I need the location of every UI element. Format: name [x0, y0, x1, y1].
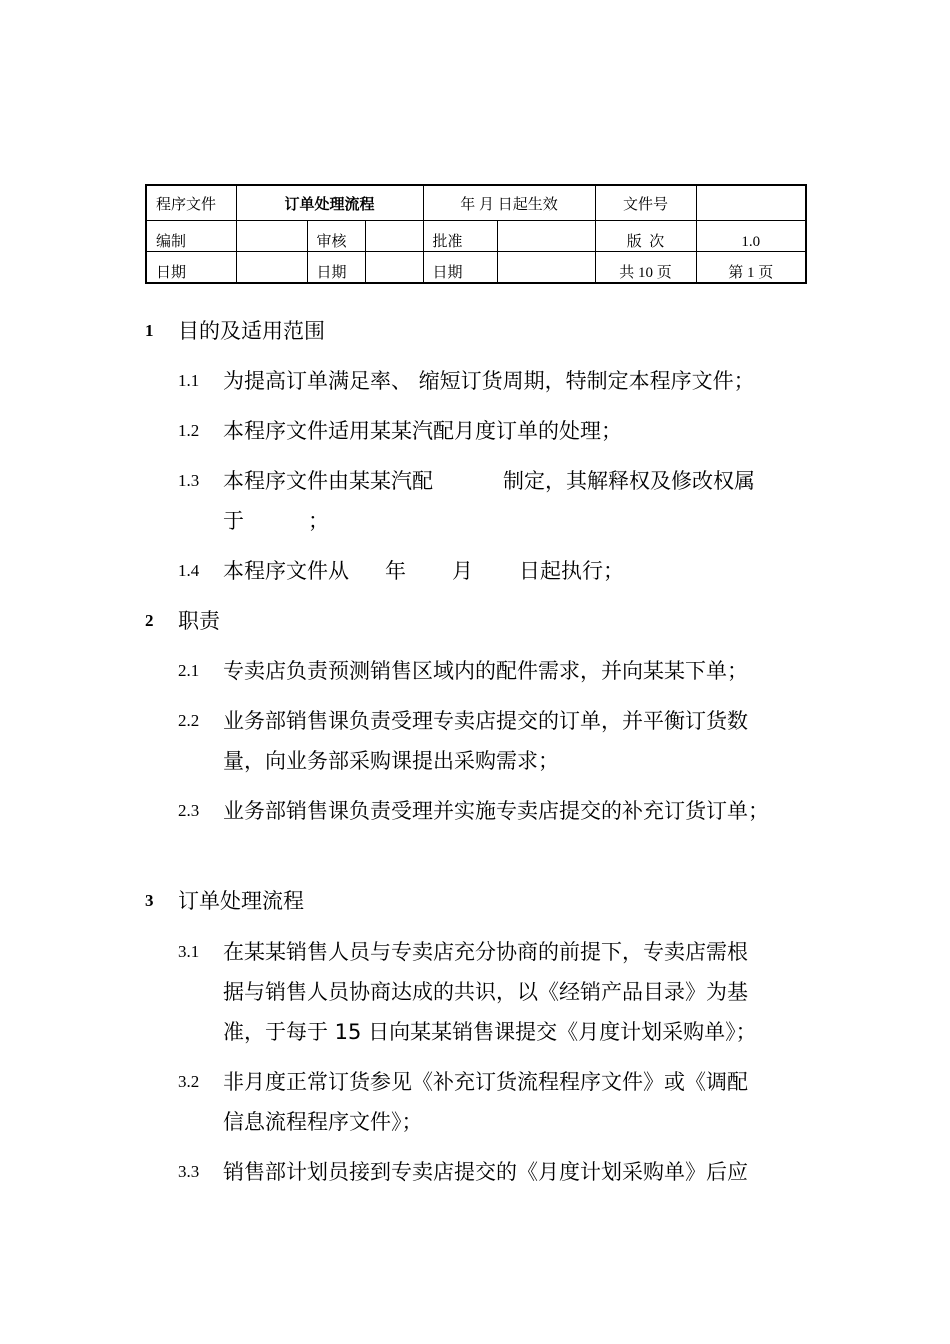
item-text-part: 月 [452, 559, 473, 583]
review-date-value-cell [365, 252, 423, 284]
item-text-part: 年 [385, 559, 406, 583]
item-number: 1.1 [178, 371, 200, 390]
item-text: 在某某销售人员与专卖店充分协商的前提下，专卖店需根 [223, 940, 748, 964]
section-title: 职责 [178, 609, 220, 633]
doc-type-cell: 程序文件 [146, 185, 236, 221]
item-number: 2.1 [178, 661, 200, 680]
total-pages-cell: 共 10 页 [595, 252, 696, 284]
section-number: 2 [145, 611, 154, 630]
item-text-continued: 准，于每于 15 日向某某销售课提交《月度计划采购单》； [223, 1020, 757, 1044]
section-number: 1 [145, 321, 154, 340]
item-number: 3.3 [178, 1162, 200, 1181]
review-label-cell: 审核 [307, 221, 365, 252]
item-text: 专卖店负责预测销售区域内的配件需求，并向某某下单； [223, 659, 748, 683]
edit-date-value-cell [236, 252, 307, 284]
item-text [223, 467, 755, 495]
edit-label-cell: 编制 [146, 221, 236, 252]
item-text-continued: 量，向业务部采购课提出采购需求； [223, 749, 559, 773]
item-text: 销售部计划员接到专卖店提交的《月度计划采购单》后应 [223, 1160, 748, 1184]
item-number: 2.3 [178, 801, 200, 820]
edit-value-cell [236, 221, 307, 252]
section-number: 3 [145, 891, 154, 910]
document-header-table [145, 184, 807, 284]
item-number: 1.3 [178, 471, 200, 490]
item-text-part: 制定，其解释权及修改权属 [503, 469, 755, 493]
item-text-continued: 据与销售人员协商达成的共识，以《经销产品目录》为基 [223, 980, 748, 1004]
item-text-part: 本程序文件从 [223, 559, 349, 583]
item-number: 1.2 [178, 421, 200, 440]
item-text-part: 日起执行； [519, 559, 624, 583]
approve-date-label-cell: 日期 [423, 252, 497, 284]
section-title: 订单处理流程 [178, 889, 304, 913]
item-number: 1.4 [178, 561, 200, 580]
item-text: 业务部销售课负责受理专卖店提交的订单，并平衡订货数 [223, 709, 748, 733]
item-text-part: ； [308, 509, 329, 533]
item-number: 3.1 [178, 942, 200, 961]
approve-date-value-cell [497, 252, 595, 284]
item-text [223, 557, 624, 585]
item-text-part: 于 [223, 509, 244, 533]
doc-title-cell: 订单处理流程 [236, 185, 423, 221]
section-title: 目的及适用范围 [178, 319, 325, 343]
version-value-cell: 1.0 [696, 221, 806, 252]
review-date-label-cell: 日期 [307, 252, 365, 284]
item-text: 本程序文件适用某某汽配月度订单的处理； [223, 419, 622, 443]
item-text: 业务部销售课负责受理并实施专卖店提交的补充订货订单； [223, 799, 769, 823]
item-text: 非月度正常订货参见《补充订货流程程序文件》或《调配 [223, 1070, 748, 1094]
item-text: 为提高订单满足率、 缩短订货周期，特制定本程序文件； [223, 369, 755, 393]
page-number-cell: 第 1 页 [696, 252, 806, 284]
review-value-cell [365, 221, 423, 252]
item-number: 3.2 [178, 1072, 200, 1091]
version-label-cell: 版 次 [595, 221, 696, 252]
item-number: 2.2 [178, 711, 200, 730]
approve-value-cell [497, 221, 595, 252]
doc-no-value-cell [696, 185, 806, 221]
doc-no-label-cell: 文件号 [595, 185, 696, 221]
edit-date-label-cell: 日期 [146, 252, 236, 284]
item-text-continued: 信息流程程序文件》； [223, 1110, 423, 1134]
item-text-continued [223, 507, 329, 535]
effective-date-cell: 年 月 日起生效 [423, 185, 595, 221]
approve-label-cell: 批准 [423, 221, 497, 252]
item-text-part: 本程序文件由某某汽配 [223, 469, 433, 493]
